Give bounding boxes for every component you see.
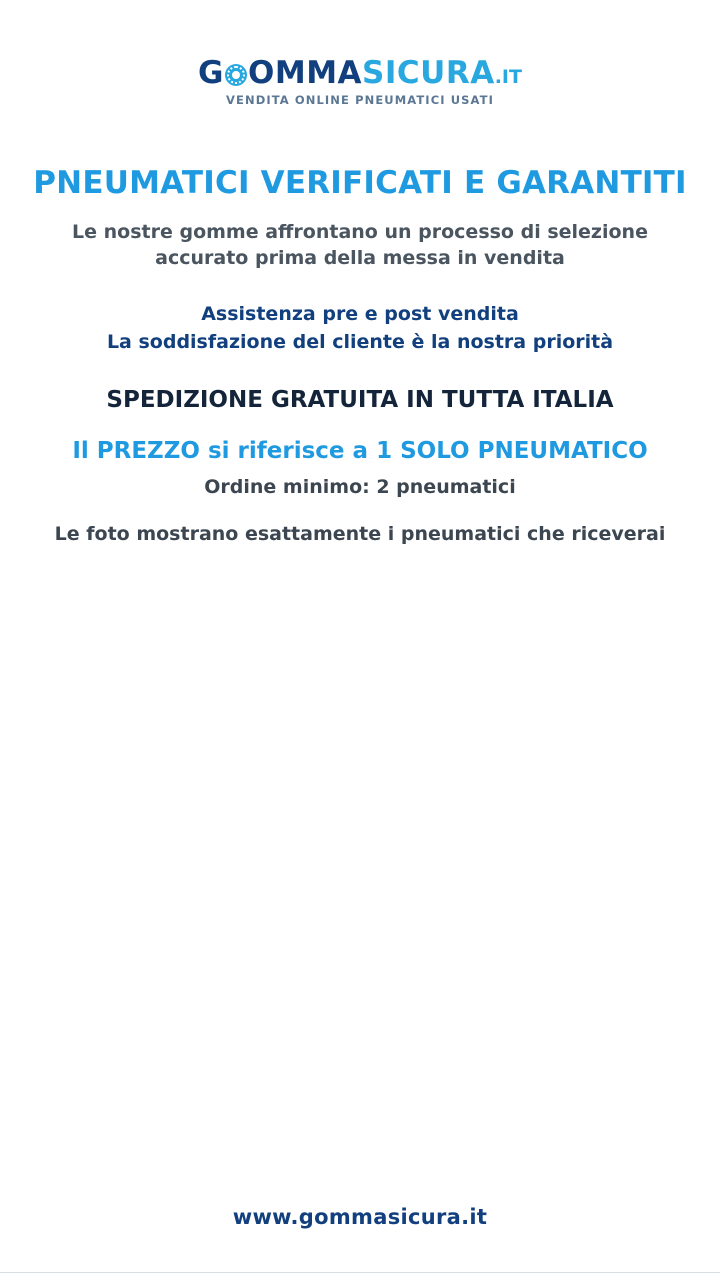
assistance-line-2: La soddisfazione del cliente è la nostra priorità [106, 330, 614, 353]
photo-notice-text: Le foto mostrano esattamente i pneumatici che riceverai [54, 522, 666, 545]
assistance-line-1: Assistenza pre e post vendita [201, 303, 519, 326]
selection-description-line-1: Le nostre gomme affrontano un processo di selezione [72, 220, 648, 243]
logo-text-sicura: SICURA [362, 55, 495, 91]
assistance-block [0, 301, 720, 356]
page-title: PNEUMATICI VERIFICATI E GARANTITI [33, 164, 687, 201]
selection-description-line-2: accurato prima della messa in vendita [155, 247, 565, 270]
tire-wheel-icon [225, 64, 247, 86]
logo-tagline: VENDITA ONLINE PNEUMATICI USATI [226, 93, 494, 107]
site-logo[interactable] [0, 55, 720, 107]
logo-text-tld: .IT [494, 66, 522, 88]
logo-wordmark [198, 55, 522, 91]
footer [0, 1205, 720, 1229]
free-shipping-text: SPEDIZIONE GRATUITA IN TUTTA ITALIA [106, 386, 614, 413]
logo-letter-g: G [198, 55, 224, 91]
main-content [0, 107, 720, 545]
bottom-divider [0, 1272, 720, 1273]
selection-description [0, 219, 720, 273]
footer-website-link[interactable]: www.gommasicura.it [232, 1205, 488, 1229]
price-notice-text: Il PREZZO si riferisce a 1 SOLO PNEUMATICO [72, 437, 648, 464]
minimum-order-text: Ordine minimo: 2 pneumatici [204, 475, 516, 498]
logo-text-omma: OMMA [248, 55, 363, 91]
